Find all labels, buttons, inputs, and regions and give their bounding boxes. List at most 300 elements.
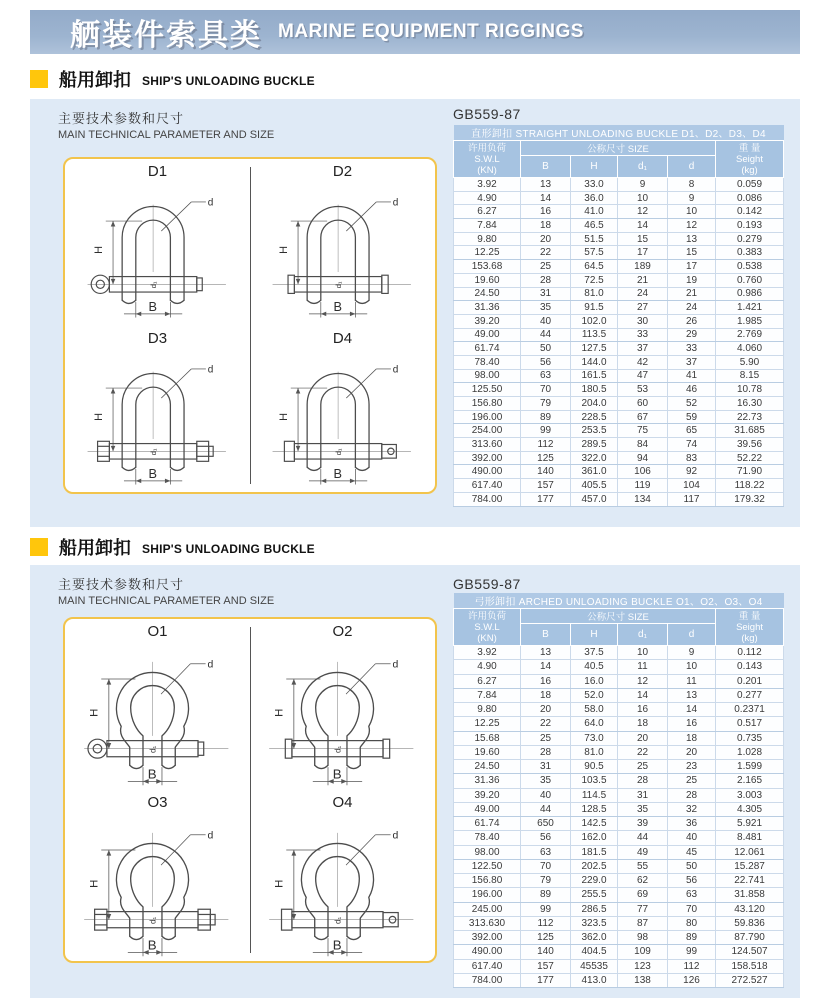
cell-b: 25 (521, 260, 571, 274)
cell-swl: 3.92 (454, 178, 521, 192)
section-heading-arched (30, 536, 315, 558)
cell-d: 19 (668, 273, 716, 287)
cell-h: 413.0 (571, 973, 618, 987)
diagram-o4 (250, 790, 435, 961)
cell-h: 64.0 (571, 717, 618, 731)
spec-table-straight (453, 125, 784, 507)
dim-label-d: d (392, 197, 399, 209)
cell-d: 37 (668, 355, 716, 369)
diagram-box-straight (63, 157, 437, 494)
cell-b: 79 (521, 397, 571, 411)
table-row (454, 397, 784, 411)
yellow-square-bullet (30, 538, 48, 556)
cell-weight: 2.165 (716, 774, 784, 788)
standard-code: GB559-87 (453, 106, 521, 122)
column-header-h: H (571, 156, 618, 178)
dim-label-d: d (392, 364, 399, 376)
table-row (454, 931, 784, 945)
dim-label-d: d (207, 830, 214, 842)
cell-weight: 3.003 (716, 788, 784, 802)
cell-h: 81.0 (571, 287, 618, 301)
table-row (454, 945, 784, 959)
cell-d1: 69 (618, 888, 668, 902)
table-row (454, 760, 784, 774)
d-shackle-drawing (73, 348, 242, 490)
cell-d1: 39 (618, 817, 668, 831)
table-row (454, 973, 784, 987)
cell-d: 17 (668, 260, 716, 274)
cell-b: 56 (521, 355, 571, 369)
cell-d: 117 (668, 492, 716, 506)
cell-b: 40 (521, 788, 571, 802)
cell-d: 80 (668, 916, 716, 930)
cell-swl: 78.40 (454, 831, 521, 845)
cell-d: 104 (668, 479, 716, 493)
cell-swl: 490.00 (454, 465, 521, 479)
cell-d1: 47 (618, 369, 668, 383)
cell-d: 33 (668, 342, 716, 356)
dim-label-b: B (148, 465, 157, 481)
cell-d: 70 (668, 902, 716, 916)
cell-weight: 0.735 (716, 731, 784, 745)
cell-h: 127.5 (571, 342, 618, 356)
cell-h: 114.5 (571, 788, 618, 802)
cell-d: 23 (668, 760, 716, 774)
cell-weight: 87.790 (716, 931, 784, 945)
cell-weight: 10.78 (716, 383, 784, 397)
cell-b: 35 (521, 301, 571, 315)
dim-label-h: H (277, 245, 290, 254)
table-row (454, 646, 784, 660)
cell-h: 64.5 (571, 260, 618, 274)
cell-weight: 5.90 (716, 355, 784, 369)
cell-swl: 784.00 (454, 492, 521, 506)
cell-d1: 53 (618, 383, 668, 397)
cell-weight: 31.858 (716, 888, 784, 902)
cell-h: 36.0 (571, 191, 618, 205)
table-row (454, 410, 784, 424)
cell-weight: 0.059 (716, 178, 784, 192)
cell-d: 65 (668, 424, 716, 438)
diagram-o2 (250, 619, 435, 790)
cell-d: 59 (668, 410, 716, 424)
cell-weight: 1.421 (716, 301, 784, 315)
cell-b: 16 (521, 205, 571, 219)
diagram-label: O4 (332, 794, 353, 811)
cell-d1: 67 (618, 410, 668, 424)
cell-swl: 98.00 (454, 369, 521, 383)
cell-b: 40 (521, 314, 571, 328)
cell-d1: 9 (618, 178, 668, 192)
cell-swl: 122.50 (454, 859, 521, 873)
cell-d: 11 (668, 674, 716, 688)
page-banner (30, 10, 800, 54)
parameter-caption-en: MAIN TECHNICAL PARAMETER AND SIZE (58, 129, 275, 141)
cell-swl: 24.50 (454, 760, 521, 774)
cell-d1: 12 (618, 205, 668, 219)
cell-weight: 0.986 (716, 287, 784, 301)
cell-d: 112 (668, 959, 716, 973)
cell-b: 63 (521, 845, 571, 859)
column-header-d1: d₁ (618, 156, 668, 178)
cell-b: 22 (521, 717, 571, 731)
cell-swl: 125.50 (454, 383, 521, 397)
cell-swl: 784.00 (454, 973, 521, 987)
table-row (454, 301, 784, 315)
d-shackle-drawing (258, 348, 427, 490)
cell-d1: 25 (618, 760, 668, 774)
cell-d: 24 (668, 301, 716, 315)
cell-d: 20 (668, 745, 716, 759)
cell-swl: 31.36 (454, 774, 521, 788)
cell-swl: 78.40 (454, 355, 521, 369)
cell-weight: 1.985 (716, 314, 784, 328)
cell-weight: 22.73 (716, 410, 784, 424)
cell-d1: 28 (618, 774, 668, 788)
cell-b: 157 (521, 479, 571, 493)
cell-weight: 22.741 (716, 874, 784, 888)
diagram-divider (250, 167, 251, 484)
cell-h: 228.5 (571, 410, 618, 424)
cell-d: 74 (668, 438, 716, 452)
cell-h: 405.5 (571, 479, 618, 493)
cell-swl: 196.00 (454, 888, 521, 902)
cell-weight: 0.517 (716, 717, 784, 731)
cell-b: 99 (521, 902, 571, 916)
cell-swl: 61.74 (454, 817, 521, 831)
bow-shackle-drawing (254, 641, 430, 789)
table-row (454, 451, 784, 465)
cell-swl: 24.50 (454, 287, 521, 301)
cell-swl: 49.00 (454, 802, 521, 816)
table-title: 弓形卸扣 ARCHED UNLOADING BUCKLE O1、O2、O3、O4 (454, 593, 784, 609)
diagram-o1 (65, 619, 250, 790)
parameter-caption-en: MAIN TECHNICAL PARAMETER AND SIZE (58, 595, 275, 607)
column-header-d: d (668, 156, 716, 178)
cell-d: 15 (668, 246, 716, 260)
cell-b: 70 (521, 859, 571, 873)
cell-d1: 30 (618, 314, 668, 328)
cell-h: 40.5 (571, 660, 618, 674)
table-row (454, 959, 784, 973)
diagram-d1 (65, 159, 250, 326)
table-row (454, 219, 784, 233)
cell-d1: 18 (618, 717, 668, 731)
dim-label-b: B (333, 465, 342, 481)
dim-label-h: H (277, 412, 290, 421)
cell-swl: 19.60 (454, 273, 521, 287)
cell-d1: 62 (618, 874, 668, 888)
parameter-caption-zh: 主要技术参数和尺寸 (58, 111, 185, 126)
cell-swl: 12.25 (454, 246, 521, 260)
cell-swl: 490.00 (454, 945, 521, 959)
cell-weight: 0.193 (716, 219, 784, 233)
cell-swl: 153.68 (454, 260, 521, 274)
cell-d: 13 (668, 232, 716, 246)
cell-d1: 44 (618, 831, 668, 845)
bow-shackle-drawing (254, 812, 430, 960)
cell-swl: 392.00 (454, 931, 521, 945)
cell-d1: 17 (618, 246, 668, 260)
cell-weight: 158.518 (716, 959, 784, 973)
cell-swl: 7.84 (454, 688, 521, 702)
cell-swl: 313.630 (454, 916, 521, 930)
bow-shackle-drawing (69, 641, 245, 789)
cell-h: 253.5 (571, 424, 618, 438)
cell-swl: 156.80 (454, 397, 521, 411)
diagram-d3 (65, 326, 250, 493)
column-header-b: B (521, 156, 571, 178)
cell-d1: 98 (618, 931, 668, 945)
diagram-label: D3 (147, 329, 168, 347)
cell-d: 92 (668, 465, 716, 479)
cell-d: 56 (668, 874, 716, 888)
table-row (454, 859, 784, 873)
cell-weight: 8.15 (716, 369, 784, 383)
cell-h: 72.5 (571, 273, 618, 287)
table-row (454, 246, 784, 260)
cell-h: 404.5 (571, 945, 618, 959)
section-title-zh: 船用卸扣 (59, 70, 131, 90)
cell-h: 457.0 (571, 492, 618, 506)
cell-b: 31 (521, 760, 571, 774)
yellow-square-bullet (30, 70, 48, 88)
cell-h: 286.5 (571, 902, 618, 916)
cell-swl: 3.92 (454, 646, 521, 660)
cell-weight: 2.769 (716, 328, 784, 342)
cell-d1: 24 (618, 287, 668, 301)
cell-weight: 0.760 (716, 273, 784, 287)
column-header-weight: 重 量 Seight (kg) (716, 141, 784, 178)
table-row (454, 802, 784, 816)
cell-h: 322.0 (571, 451, 618, 465)
cell-swl: 4.90 (454, 191, 521, 205)
cell-weight: 0.086 (716, 191, 784, 205)
cell-d: 126 (668, 973, 716, 987)
dim-label-b: B (333, 937, 342, 953)
cell-weight: 272.527 (716, 973, 784, 987)
table-row (454, 674, 784, 688)
cell-d: 36 (668, 817, 716, 831)
cell-b: 89 (521, 888, 571, 902)
cell-d: 28 (668, 788, 716, 802)
cell-d1: 22 (618, 745, 668, 759)
cell-h: 46.5 (571, 219, 618, 233)
cell-d1: 31 (618, 788, 668, 802)
cell-d1: 49 (618, 845, 668, 859)
cell-b: 25 (521, 731, 571, 745)
cell-d: 14 (668, 703, 716, 717)
section-panel-arched (30, 565, 800, 998)
cell-b: 31 (521, 287, 571, 301)
dim-label-h: H (273, 879, 286, 888)
cell-h: 202.5 (571, 859, 618, 873)
cell-h: 255.5 (571, 888, 618, 902)
cell-b: 28 (521, 745, 571, 759)
cell-b: 18 (521, 688, 571, 702)
cell-d: 29 (668, 328, 716, 342)
table-row (454, 717, 784, 731)
cell-d1: 60 (618, 397, 668, 411)
cell-swl: 12.25 (454, 717, 521, 731)
cell-d1: 35 (618, 802, 668, 816)
cell-d1: 37 (618, 342, 668, 356)
cell-d1: 14 (618, 219, 668, 233)
column-header-swl: 许用负荷 S.W.L (KN) (454, 141, 521, 178)
cell-h: 45535 (571, 959, 618, 973)
cell-h: 91.5 (571, 301, 618, 315)
cell-d: 18 (668, 731, 716, 745)
cell-b: 22 (521, 246, 571, 260)
column-header-h: H (571, 624, 618, 646)
cell-weight: 12.061 (716, 845, 784, 859)
table-row (454, 492, 784, 506)
cell-h: 58.0 (571, 703, 618, 717)
cell-h: 180.5 (571, 383, 618, 397)
cell-swl: 7.84 (454, 219, 521, 233)
table-row (454, 178, 784, 192)
cell-weight: 0.538 (716, 260, 784, 274)
cell-d1: 14 (618, 688, 668, 702)
table-row (454, 465, 784, 479)
table-row (454, 438, 784, 452)
dim-label-d1: d₁ (148, 281, 158, 289)
cell-weight: 0.277 (716, 688, 784, 702)
section-title-en: SHIP'S UNLOADING BUCKLE (142, 73, 315, 88)
cell-d1: 27 (618, 301, 668, 315)
cell-swl: 9.80 (454, 703, 521, 717)
bow-shackle-drawing (69, 812, 245, 960)
diagram-divider (250, 627, 251, 953)
cell-d: 99 (668, 945, 716, 959)
cell-swl: 392.00 (454, 451, 521, 465)
cell-b: 18 (521, 219, 571, 233)
cell-h: 204.0 (571, 397, 618, 411)
cell-b: 44 (521, 802, 571, 816)
dim-label-d: d (392, 659, 399, 671)
diagram-box-arched (63, 617, 437, 963)
dim-label-h: H (273, 708, 286, 717)
column-header-swl: 许用负荷 S.W.L (KN) (454, 609, 521, 646)
cell-d1: 138 (618, 973, 668, 987)
cell-h: 181.5 (571, 845, 618, 859)
dim-label-d: d (207, 197, 214, 209)
cell-b: 89 (521, 410, 571, 424)
cell-swl: 98.00 (454, 845, 521, 859)
cell-swl: 39.20 (454, 314, 521, 328)
cell-swl: 156.80 (454, 874, 521, 888)
dim-label-d1: d₁ (333, 745, 343, 753)
cell-d: 10 (668, 205, 716, 219)
table-row (454, 191, 784, 205)
dim-label-h: H (88, 708, 101, 717)
cell-d1: 16 (618, 703, 668, 717)
cell-weight: 1.599 (716, 760, 784, 774)
dim-label-d1: d₁ (333, 448, 343, 455)
cell-d1: 123 (618, 959, 668, 973)
table-row (454, 774, 784, 788)
cell-weight: 5.921 (716, 817, 784, 831)
table-body (454, 646, 784, 988)
cell-b: 112 (521, 438, 571, 452)
dim-label-b: B (148, 766, 157, 782)
table-row (454, 888, 784, 902)
cell-d: 45 (668, 845, 716, 859)
cell-d1: 109 (618, 945, 668, 959)
cell-d1: 94 (618, 451, 668, 465)
cell-b: 70 (521, 383, 571, 397)
cell-d1: 15 (618, 232, 668, 246)
cell-b: 13 (521, 646, 571, 660)
dim-label-d1: d₁ (333, 281, 343, 289)
cell-b: 177 (521, 973, 571, 987)
cell-d: 46 (668, 383, 716, 397)
section-panel-straight (30, 99, 800, 527)
cell-d: 83 (668, 451, 716, 465)
cell-weight: 16.30 (716, 397, 784, 411)
cell-weight: 71.90 (716, 465, 784, 479)
table-row (454, 424, 784, 438)
table-row (454, 745, 784, 759)
cell-weight: 0.383 (716, 246, 784, 260)
column-header-d1: d₁ (618, 624, 668, 646)
cell-swl: 6.27 (454, 674, 521, 688)
dim-label-b: B (148, 299, 157, 315)
table-row (454, 355, 784, 369)
cell-weight: 43.120 (716, 902, 784, 916)
table-row (454, 845, 784, 859)
parameter-caption (58, 574, 274, 607)
table-row (454, 731, 784, 745)
cell-weight: 0.142 (716, 205, 784, 219)
dim-label-b: B (333, 766, 342, 782)
cell-swl: 39.20 (454, 788, 521, 802)
cell-h: 73.0 (571, 731, 618, 745)
cell-weight: 4.305 (716, 802, 784, 816)
diagram-label: O1 (147, 623, 168, 640)
table-row (454, 688, 784, 702)
cell-h: 37.5 (571, 646, 618, 660)
cell-b: 157 (521, 959, 571, 973)
table-row (454, 369, 784, 383)
cell-b: 28 (521, 273, 571, 287)
dim-label-d: d (392, 830, 399, 842)
table-row (454, 328, 784, 342)
cell-weight: 0.279 (716, 232, 784, 246)
cell-d1: 106 (618, 465, 668, 479)
cell-swl: 196.00 (454, 410, 521, 424)
cell-b: 44 (521, 328, 571, 342)
dim-label-d1: d₁ (148, 448, 158, 455)
cell-d: 32 (668, 802, 716, 816)
cell-d: 89 (668, 931, 716, 945)
cell-h: 52.0 (571, 688, 618, 702)
cell-b: 140 (521, 465, 571, 479)
parameter-caption (58, 108, 274, 141)
table-row (454, 703, 784, 717)
cell-b: 650 (521, 817, 571, 831)
table-row (454, 817, 784, 831)
diagram-label: O2 (332, 623, 353, 640)
cell-d1: 10 (618, 646, 668, 660)
cell-d1: 10 (618, 191, 668, 205)
cell-h: 103.5 (571, 774, 618, 788)
banner-title-zh: 舾装件索具类 (70, 19, 262, 52)
cell-d: 52 (668, 397, 716, 411)
cell-d1: 20 (618, 731, 668, 745)
table-row (454, 479, 784, 493)
cell-d1: 77 (618, 902, 668, 916)
